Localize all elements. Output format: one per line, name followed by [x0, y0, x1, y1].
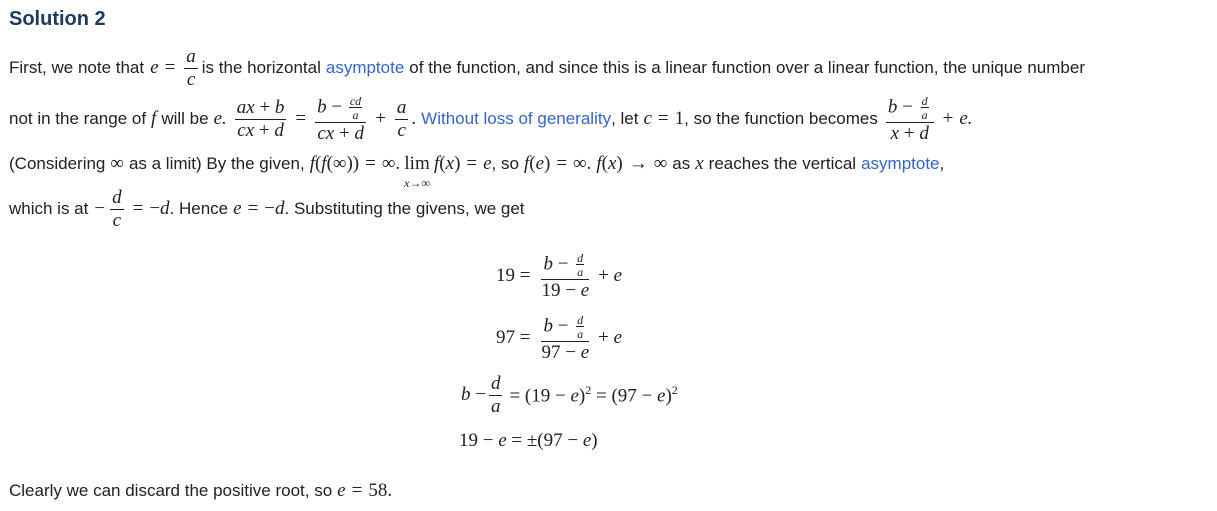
- display-equation-3: b − $\frac{d}{a}$ = $(19 - e)^2 = (97 - e)^2$: [461, 373, 678, 417]
- text: is the horizontal: [201, 58, 321, 77]
- math-fraction: b − $\frac{cd}{a}$ cx + d: [315, 95, 366, 144]
- text: reaches the vertical: [708, 154, 857, 173]
- math: c: [643, 108, 652, 129]
- math: e: [483, 153, 492, 174]
- paragraph-line-4: [9, 186, 525, 232]
- text: , so the function becomes: [684, 109, 878, 128]
- text: not in the range of: [9, 109, 147, 128]
- math: =: [365, 153, 376, 174]
- link-asymptote[interactable]: asymptote: [325, 58, 405, 77]
- math: e: [150, 57, 159, 78]
- paragraph-line-5: [9, 478, 392, 504]
- text: ,: [939, 154, 945, 173]
- math: e: [337, 480, 346, 501]
- text: . Substituting the givens, we get: [284, 199, 525, 218]
- math: =: [351, 480, 363, 501]
- math: →: [628, 153, 648, 174]
- paragraph-line-2: [9, 92, 973, 146]
- math-fraction: $\frac{a}{c}$: [396, 96, 407, 141]
- paragraph-line-1: [9, 47, 1085, 89]
- math: .: [411, 108, 417, 129]
- text: as: [672, 154, 691, 173]
- math: =: [657, 108, 669, 129]
- math: f(x): [596, 153, 623, 174]
- math: 58.: [368, 480, 393, 501]
- display-equation-1: 19 = b − $\frac{d}{a}$ 19 − e + e: [496, 251, 623, 301]
- display-equation-4: 19 − e = ±(97 − e): [459, 430, 598, 451]
- math: e.: [959, 108, 973, 129]
- math: ∞.: [573, 153, 592, 174]
- math: 1: [674, 108, 685, 129]
- section-heading: Solution 2: [9, 8, 106, 30]
- text: will be: [161, 109, 209, 128]
- math: −d: [149, 198, 170, 219]
- math: e: [233, 198, 242, 219]
- math-fraction: $\frac{ax + b}{cx + d}$: [236, 96, 285, 141]
- text: , so: [491, 154, 519, 173]
- text: First, we note that: [9, 58, 145, 77]
- math-fraction: $\frac{a}{c}$: [186, 45, 196, 90]
- display-equation-2: 97 = b − $\frac{d}{a}$ 97 − e + e: [496, 313, 623, 363]
- math: ∞.: [381, 153, 401, 174]
- text: , let: [611, 109, 639, 128]
- paragraph-line-3: [9, 150, 945, 190]
- math-fraction: $\frac{d}{c}$: [112, 186, 122, 231]
- math: =: [556, 153, 568, 174]
- math: x: [695, 153, 704, 174]
- math-fraction: b − $\frac{d}{a}$ 19 − e: [541, 251, 590, 301]
- math: f(f(∞)): [309, 153, 360, 174]
- math-fraction: b − $\frac{d}{a}$ x + d: [886, 95, 934, 144]
- text: (Considering: [9, 154, 106, 173]
- math: e.: [213, 108, 227, 129]
- text: of the function, and since this is a linear function over a linear function, the unique number: [409, 58, 1085, 77]
- math: =: [295, 108, 307, 129]
- text: Clearly we can discard the positive root, so: [9, 481, 333, 500]
- math: −: [94, 198, 106, 219]
- infinity-symbol: ∞: [110, 153, 124, 174]
- text: . Hence: [169, 199, 229, 218]
- link-without-loss-of-generality[interactable]: Without loss of generality: [421, 109, 612, 128]
- infinity-symbol: ∞: [653, 153, 668, 174]
- math-limit: lim x→∞: [404, 153, 431, 190]
- math: =: [164, 57, 176, 78]
- text: as a limit) By the given,: [128, 154, 305, 173]
- math-fraction: $\frac{d}{a}$: [490, 373, 501, 417]
- math: f(e): [523, 153, 551, 174]
- math: f(x): [434, 153, 461, 174]
- math: −d: [264, 198, 285, 219]
- link-vertical-asymptote[interactable]: asymptote: [861, 154, 940, 173]
- math-fraction: b − $\frac{d}{a}$ 97 − e: [541, 313, 590, 363]
- math: +: [942, 108, 954, 129]
- math: +: [375, 108, 386, 129]
- math: =: [466, 153, 478, 174]
- math: f: [151, 108, 157, 129]
- math: =: [247, 198, 259, 219]
- text: which is at: [9, 199, 89, 218]
- math: =: [132, 198, 144, 219]
